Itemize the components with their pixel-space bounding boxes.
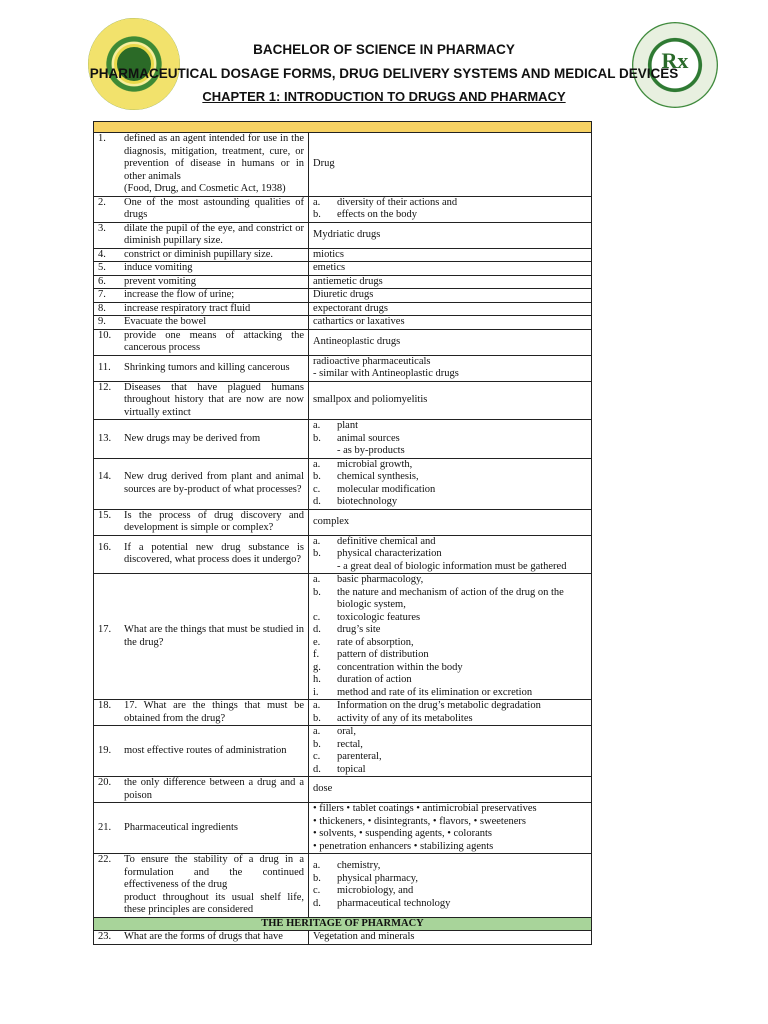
question-number: 8. <box>98 302 106 314</box>
answer-text: smallpox and poliomyelitis <box>313 394 428 405</box>
question-line: Shrinking tumors and killing cancerous <box>124 361 290 373</box>
answer-cell <box>309 381 592 420</box>
chapter-title: CHAPTER 1: INTRODUCTION TO DRUGS AND PHARMACY <box>202 89 566 104</box>
question-cell <box>94 777 309 803</box>
list-text: diversity of their actions and <box>337 196 458 208</box>
question <box>98 382 304 420</box>
list-text: oral, <box>337 726 356 737</box>
question-number: 1. <box>98 133 106 144</box>
question-line: New drug derived from plant and animal sources are by-product of what processes? <box>124 471 304 495</box>
question-number: 13. <box>98 432 112 444</box>
question-cell <box>94 302 309 316</box>
question-line: 17. What are the things that must be obtained from the drug? <box>124 700 304 724</box>
question-number: 22. <box>98 854 112 865</box>
table-row <box>94 700 592 726</box>
question-cell <box>94 289 309 303</box>
list-letter: c. <box>313 611 321 623</box>
question-line: To ensure the stability of a drug in a formulation and the continued effectiveness of the drug <box>124 854 304 890</box>
answer-list-item <box>313 713 587 726</box>
answer-text: expectorant drugs <box>313 302 388 314</box>
question-text <box>124 854 304 917</box>
question-number: 4. <box>98 248 106 260</box>
question-text <box>124 624 304 649</box>
list-text: molecular modification <box>337 483 436 495</box>
question-number: 16. <box>98 541 112 553</box>
list-text: activity of any of its metabolites <box>337 712 473 724</box>
question <box>98 362 304 375</box>
question <box>98 700 304 725</box>
list-letter: d. <box>313 624 321 635</box>
list-letter: a. <box>313 574 321 585</box>
table-row <box>94 355 592 381</box>
question-number: 5. <box>98 262 106 273</box>
list-letter: b. <box>313 548 321 559</box>
question <box>98 510 304 535</box>
question <box>98 330 304 355</box>
question-cell <box>94 248 309 262</box>
table-row <box>94 574 592 700</box>
question-line: If a potential new drug substance is discovered, what process does it undergo? <box>124 541 304 566</box>
pharmacy-program-seal-logo: Rx <box>632 22 718 108</box>
list-text: rectal, <box>337 738 363 750</box>
answer-cell <box>309 574 592 700</box>
table-row <box>94 302 592 316</box>
list-text: biotechnology <box>337 496 398 507</box>
list-letter: g. <box>313 661 321 673</box>
list-letter: a. <box>313 420 321 431</box>
table-row <box>94 458 592 509</box>
list-letter: b. <box>313 471 321 482</box>
question-text <box>124 777 304 802</box>
answer-line: - similar with Antineoplastic drugs <box>313 368 459 379</box>
answer-cell <box>309 329 592 355</box>
question-line: Is the process of drug discovery and development is simple or complex? <box>124 509 304 533</box>
table-row <box>94 289 592 303</box>
list-letter: c. <box>313 483 321 495</box>
question-text <box>124 133 304 196</box>
question-text <box>124 700 304 725</box>
answer-line: • solvents, • suspending agents, • colorants <box>313 828 493 839</box>
answer-list-item <box>313 471 587 484</box>
question-line: most effective routes of administration <box>124 744 287 756</box>
table-row <box>94 196 592 222</box>
question-cell <box>94 509 309 535</box>
answer-list-item <box>313 197 587 210</box>
question <box>98 303 304 316</box>
list-text: animal sources <box>337 432 400 444</box>
answer-cell <box>309 535 592 574</box>
answer-cell <box>309 777 592 803</box>
table-row <box>94 262 592 276</box>
list-letter: h. <box>313 674 321 685</box>
table-row <box>94 133 592 197</box>
answer-list-item <box>313 873 587 886</box>
question-number: 9. <box>98 316 106 327</box>
answer-list-item <box>313 548 587 561</box>
list-text: physical characterization <box>337 548 442 559</box>
question-cell <box>94 931 309 945</box>
answer-list-item <box>313 885 587 898</box>
question-cell <box>94 196 309 222</box>
question-number: 23. <box>98 931 112 942</box>
question <box>98 276 304 289</box>
answer-text: cathartics or laxatives <box>313 316 405 327</box>
question-text <box>124 931 304 944</box>
question-cell <box>94 222 309 248</box>
list-text: microbiology, and <box>337 885 414 897</box>
question-text <box>124 289 304 302</box>
question-number: 20. <box>98 777 112 788</box>
list-letter: a. <box>313 196 321 208</box>
answer-line: radioactive pharmaceuticals <box>313 355 431 367</box>
question-text <box>124 745 304 758</box>
list-text: plant <box>337 420 358 431</box>
answer-text: Vegetation and minerals <box>313 931 415 942</box>
question-number: 14. <box>98 471 112 482</box>
question <box>98 249 304 262</box>
answer-text: miotics <box>313 248 344 260</box>
question-line: induce vomiting <box>124 262 193 273</box>
answer-cell <box>309 275 592 289</box>
list-letter: i. <box>313 686 319 698</box>
question <box>98 133 304 196</box>
question-cell <box>94 316 309 330</box>
answer-list-item <box>313 764 587 777</box>
answer-cell <box>309 700 592 726</box>
qa-table <box>93 121 592 945</box>
question <box>98 471 304 496</box>
question-line: provide one means of attacking the cancerous process <box>124 329 304 353</box>
question-text <box>124 330 304 355</box>
question-cell <box>94 458 309 509</box>
answer-cell <box>309 509 592 535</box>
list-letter: a. <box>313 860 321 872</box>
question-number: 11. <box>98 361 111 373</box>
list-text: duration of action <box>337 674 412 685</box>
table-row <box>94 777 592 803</box>
question-text <box>124 510 304 535</box>
answer-text: Antineoplastic drugs <box>313 335 401 347</box>
answer-list-item <box>313 496 587 509</box>
answer-list-item <box>313 209 587 222</box>
question <box>98 289 304 302</box>
question-line: prevent vomiting <box>124 275 197 287</box>
list-text: concentration within the body <box>337 661 463 673</box>
question-number: 17. <box>98 624 112 635</box>
answer-text: emetics <box>313 262 346 273</box>
question-line: the only difference between a drug and a poison <box>124 777 304 801</box>
answer-cell <box>309 355 592 381</box>
answer-cell <box>309 931 592 945</box>
answer-cell <box>309 289 592 303</box>
question-number: 7. <box>98 289 106 300</box>
table-row <box>94 329 592 355</box>
question-number: 15. <box>98 509 112 521</box>
table-row <box>94 248 592 262</box>
answer-cell <box>309 458 592 509</box>
list-letter: a. <box>313 726 321 737</box>
answer-list-item <box>313 433 587 446</box>
table-row <box>94 316 592 330</box>
question-line: Pharmaceutical ingredients <box>124 821 238 833</box>
question-number: 2. <box>98 196 106 208</box>
answer-cell <box>309 302 592 316</box>
question-number: 19. <box>98 744 112 756</box>
list-letter: c. <box>313 751 321 762</box>
question-line: constrict or diminish pupillary size. <box>124 248 274 260</box>
question-cell <box>94 700 309 726</box>
question-cell <box>94 329 309 355</box>
question-text <box>124 303 304 316</box>
list-letter: b. <box>313 738 321 750</box>
list-letter: e. <box>313 636 321 648</box>
answer-cell <box>309 248 592 262</box>
section-heading-row <box>94 917 592 931</box>
question <box>98 624 304 649</box>
list-letter: b. <box>313 432 321 444</box>
list-text: pattern of distribution <box>337 649 429 660</box>
table-row <box>94 222 592 248</box>
answer-note: - a great deal of biologic information must be gathered <box>337 560 567 572</box>
answer-cell <box>309 316 592 330</box>
question-cell <box>94 381 309 420</box>
answer-list-item <box>313 898 587 911</box>
question-line: increase the flow of urine; <box>124 289 235 300</box>
answer-list-item <box>313 574 587 587</box>
answer-text: Diuretic drugs <box>313 289 374 300</box>
answer-list-item <box>313 484 587 497</box>
question-line: Evacuate the bowel <box>124 316 207 327</box>
answer-text: complex <box>313 515 350 527</box>
answer-cell <box>309 803 592 854</box>
answer-cell <box>309 854 592 918</box>
table-row <box>94 726 592 777</box>
answer-text: Mydriatic drugs <box>313 228 381 240</box>
answer-line: • fillers • tablet coatings • antimicrobial preservatives <box>313 803 537 814</box>
answer-list-item <box>313 687 587 700</box>
list-letter: b. <box>313 872 321 884</box>
question-line: Diseases that have plagued humans throughout history that are now are now virtually extinct <box>124 381 304 418</box>
list-text: the nature and mechanism of action of the drug on the biologic system, <box>337 586 564 610</box>
question-cell <box>94 574 309 700</box>
question <box>98 197 304 222</box>
question <box>98 854 304 917</box>
question-cell <box>94 535 309 574</box>
answer-list-item <box>313 459 587 472</box>
table-row <box>94 509 592 535</box>
question-text <box>124 471 304 496</box>
question-cell <box>94 726 309 777</box>
list-text: drug’s site <box>337 624 381 635</box>
question-cell <box>94 262 309 276</box>
question <box>98 931 304 944</box>
list-text: pharmaceutical technology <box>337 897 451 909</box>
list-text: effects on the body <box>337 209 417 220</box>
question-text <box>124 276 304 289</box>
question-number: 12. <box>98 381 112 393</box>
answer-list-item <box>313 739 587 752</box>
question-number: 3. <box>98 222 106 234</box>
list-text: Information on the drug’s metabolic degradation <box>337 700 541 711</box>
question <box>98 433 304 446</box>
table-row <box>94 931 592 945</box>
question-line: What are the things that must be studied in the drug? <box>124 624 304 648</box>
question <box>98 542 304 567</box>
answer-cell <box>309 196 592 222</box>
question <box>98 223 304 248</box>
question <box>98 316 304 329</box>
question-text <box>124 249 304 262</box>
section-heading: THE HERITAGE OF PHARMACY <box>94 917 592 931</box>
question-line: What are the forms of drugs that have <box>124 931 283 942</box>
list-letter: a. <box>313 700 321 711</box>
answer-list-item <box>313 674 587 687</box>
list-text: parenteral, <box>337 751 382 762</box>
answer-list-item <box>313 612 587 625</box>
answer-cell <box>309 726 592 777</box>
question-text <box>124 822 304 835</box>
question-number: 6. <box>98 275 106 287</box>
question-cell <box>94 854 309 918</box>
question-text <box>124 362 304 375</box>
list-letter: a. <box>313 535 321 547</box>
list-text: physical pharmacy, <box>337 872 418 884</box>
question-cell <box>94 420 309 459</box>
list-text: definitive chemical and <box>337 535 436 547</box>
list-letter: b. <box>313 209 321 220</box>
question-number: 21. <box>98 821 112 833</box>
question-line: increase respiratory tract fluid <box>124 302 251 314</box>
table-header-bar <box>94 122 592 133</box>
question-number: 18. <box>98 700 112 711</box>
list-letter: d. <box>313 897 321 909</box>
question-cell <box>94 133 309 197</box>
answer-list-item <box>313 860 587 873</box>
list-letter: c. <box>313 885 321 897</box>
table-row <box>94 420 592 459</box>
table-row <box>94 854 592 918</box>
list-text: rate of absorption, <box>337 636 414 648</box>
question-cell <box>94 803 309 854</box>
list-text: topical <box>337 763 366 775</box>
answer-list-item <box>313 587 587 612</box>
document-header <box>0 0 768 118</box>
answer-list-item <box>313 637 587 650</box>
answer-list-item <box>313 624 587 637</box>
question-line: One of the most astounding qualities of drugs <box>124 196 304 220</box>
list-letter: b. <box>313 712 321 724</box>
list-letter: b. <box>313 586 321 598</box>
list-letter: d. <box>313 496 321 507</box>
answer-line: • thickeners, • disintegrants, • flavors, • sweeteners <box>313 815 526 827</box>
answer-list-item <box>313 662 587 675</box>
question-text <box>124 197 304 222</box>
answer-cell <box>309 222 592 248</box>
answer-note: - as by-products <box>337 445 405 456</box>
list-text: microbial growth, <box>337 458 413 470</box>
question-line: defined as an agent intended for use in the diagnosis, mitigation, treatment, cure, or prevention of disease in humans or in other animals <box>124 133 304 182</box>
answer-text: dose <box>313 783 333 795</box>
answer-list-item <box>313 726 587 739</box>
list-letter: f. <box>313 649 320 660</box>
question-text <box>124 542 304 567</box>
list-letter: a. <box>313 458 321 470</box>
answer-text: antiemetic drugs <box>313 275 383 287</box>
question-line: (Food, Drug, and Cosmetic Act, 1938) <box>124 183 286 194</box>
table-row <box>94 381 592 420</box>
list-text: method and rate of its elimination or excretion <box>337 686 533 698</box>
question-cell <box>94 275 309 289</box>
answer-cell <box>309 262 592 276</box>
answer-list-item <box>313 700 587 713</box>
answer-cell <box>309 420 592 459</box>
list-text: chemical synthesis, <box>337 471 419 482</box>
list-text: toxicologic features <box>337 611 421 623</box>
question-text <box>124 223 304 248</box>
list-letter: d. <box>313 763 321 775</box>
question-text <box>124 433 304 446</box>
list-text: basic pharmacology, <box>337 574 424 585</box>
question-line: New drugs may be derived from <box>124 432 261 444</box>
course-title: PHARMACEUTICAL DOSAGE FORMS, DRUG DELIVERY SYSTEMS AND MEDICAL DEVICES <box>89 66 679 81</box>
program-title: BACHELOR OF SCIENCE IN PHARMACY <box>253 42 515 57</box>
question-text <box>124 382 304 420</box>
question <box>98 777 304 802</box>
answer-line: • penetration enhancers • stabilizing agents <box>313 840 494 852</box>
answer-list-item <box>313 536 587 549</box>
question-text <box>124 262 304 275</box>
answer-list-item <box>313 751 587 764</box>
answer-list-item <box>313 649 587 662</box>
question <box>98 262 304 275</box>
question-line: product throughout its usual shelf life, these principles are considered <box>124 891 304 915</box>
table-row <box>94 275 592 289</box>
question-text <box>124 316 304 329</box>
list-text: chemistry, <box>337 860 381 872</box>
question <box>98 745 304 758</box>
table-row <box>94 803 592 854</box>
table-row <box>94 535 592 574</box>
answer-cell <box>309 133 592 197</box>
question-cell <box>94 355 309 381</box>
question <box>98 822 304 835</box>
answer-text: Drug <box>313 158 335 169</box>
question-number: 10. <box>98 329 112 341</box>
question-line: dilate the pupil of the eye, and constrict or diminish pupillary size. <box>124 222 304 246</box>
answer-list-item <box>313 420 587 433</box>
